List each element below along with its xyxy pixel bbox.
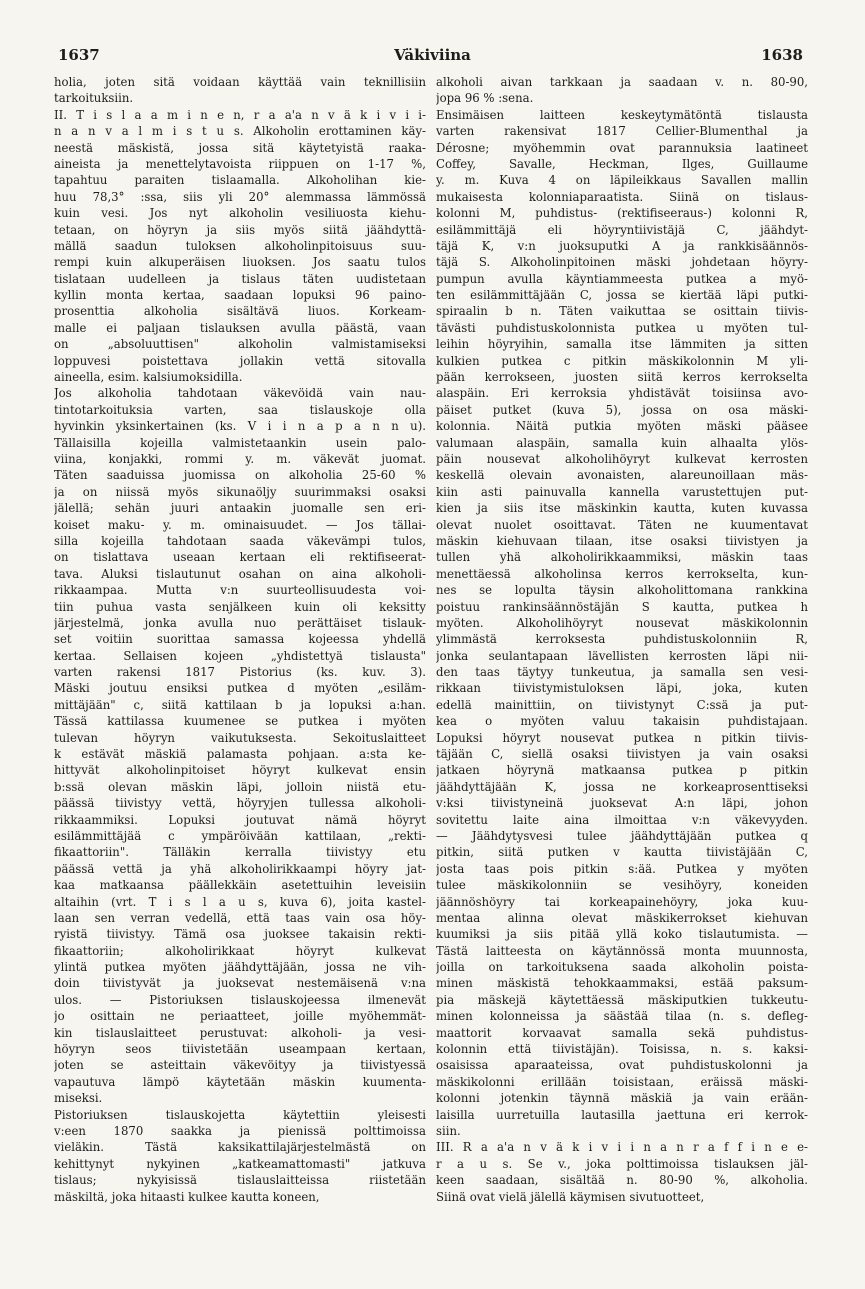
left-column-line: mällä saadun tuloksen alkoholinpitoisuus suu- bbox=[54, 238, 426, 253]
left-column-line: tava. Aluksi tislautunut osahan on aina alkoholi- bbox=[54, 566, 426, 581]
right-column-line: kiin asti painuvalla kannella varustettujen put- bbox=[436, 484, 808, 499]
left-column-line: k estävät mäskiä palamasta pohjaan. a:sta ke- bbox=[54, 747, 426, 762]
right-column-line: joilla on tarkoituksena saada alkoholin poista- bbox=[436, 960, 808, 975]
left-column-line: tarkoituksiin. bbox=[54, 91, 134, 106]
left-column-line: hittyvät alkoholinpitoiset höyryt kulkevat ensin bbox=[54, 763, 426, 778]
left-column-line: Mäski joutuu ensiksi putkea d myöten „esiläm- bbox=[54, 681, 426, 696]
right-column-line: päiset putket (kuva 5), jossa on osa mäski- bbox=[436, 402, 808, 417]
right-column-line: Coffey, Savalle, Heckman, Ilges, Guillaume bbox=[436, 156, 808, 171]
right-column-line: kolonni jotenkin täynnä mäskiä ja vain erään- bbox=[436, 1091, 808, 1106]
left-column-line: holia, joten sitä voidaan käyttää vain teknillisiin bbox=[54, 75, 426, 89]
left-column-line: on „absoluuttisen" alkoholin valmistamiseksi bbox=[54, 337, 426, 352]
right-column-line: varten rakensivat 1817 Cellier-Blumenthal ja bbox=[436, 124, 808, 139]
right-column-line: pitkin, siitä putken v kautta tiivistäjään C, bbox=[436, 845, 808, 860]
left-column-line: tiin puhua vasta senjälkeen kuin oli keksitty bbox=[54, 599, 426, 614]
left-column-line: aineista ja menettelytavoista riippuen on 1-17 %, bbox=[54, 156, 426, 171]
right-column-line: pia mäskejä käytettäessä mäskiputkien tukkeutu- bbox=[436, 992, 808, 1007]
left-column-line: altaihin (vrt. T i s l a u s, kuva 6), joita kastel- bbox=[54, 894, 426, 909]
right-column-line: täjä S. Alkoholinpitoinen mäski johdetaan höyry- bbox=[436, 255, 808, 270]
right-column-line: keen saadaan, sisältää n. 80-90 %, alkoholia. bbox=[436, 1173, 808, 1188]
left-column-line: järjestelmä, jonka avulla nuo perättäiset tislauk- bbox=[54, 615, 426, 630]
right-column-line: leihin höyryihin, samalla itse lämmiten ja sitten bbox=[436, 337, 808, 352]
left-column-line: aineella, esim. kalsiumoksidilla. bbox=[54, 370, 243, 385]
left-column-line: ylintä putkea myöten jäähdyttäjään, jossa ne vih- bbox=[54, 960, 426, 975]
right-column-line: olevat nuolet osoittavat. Täten ne kuumentavat bbox=[436, 517, 808, 532]
right-column-line: esilämmittäjä eli höyryntiivistäjä C, jäähdyt- bbox=[436, 222, 808, 237]
left-column-line: ryistä tiivistyy. Tämä osa juoksee takaisin rekti- bbox=[54, 927, 426, 942]
left-column-line: vapautuva lämpö käytetään mäskin kuumenta- bbox=[54, 1074, 426, 1089]
left-column-line: Pistoriuksen tislauskojetta käytettiin yleisesti bbox=[54, 1107, 426, 1122]
left-column-line: tislaus; nykyisissä tislauslaitteissa riistetään bbox=[54, 1173, 426, 1188]
right-column-line: keskellä olevain avonaisten, alareunoillaan mäs- bbox=[436, 468, 808, 483]
right-column-line: mentaa alinna olevat mäskikerrokset kiehuvan bbox=[436, 910, 808, 925]
left-column-line: neestä mäskistä, jossa sitä käytetyistä raaka- bbox=[54, 140, 426, 155]
left-column-line: v:een 1870 saakka ja pienissä polttimoissa bbox=[54, 1124, 426, 1138]
right-column-line: menettäessä alkoholinsa kerros kerrokselta, kun- bbox=[436, 566, 808, 581]
left-column-line: tulevan höyryn vaikutuksesta. Sekoituslaitteet bbox=[54, 730, 426, 745]
right-column-line: tullen yhä alkoholirikkaammiksi, mäskin taas bbox=[436, 550, 808, 565]
right-column-line: poistuu rankinsäännöstäjän S kautta, putkea h bbox=[436, 599, 808, 614]
right-column-line: alkoholi aivan tarkkaan ja saadaan v. n. 80-90, bbox=[436, 75, 808, 89]
left-column-line: tapahtuu paraiten tislaamalla. Alkoholihan kie- bbox=[54, 173, 426, 188]
right-text-column bbox=[436, 74, 808, 1264]
right-column-line: sovitettu laite aina ilmoittaa v:n väkevyyden. bbox=[436, 812, 808, 827]
right-column-line: josta taas pois pitkin s:ää. Putkea y myöten bbox=[436, 861, 808, 876]
left-column-line: kertaa. Sellaisen kojeen „yhdistettyä tislausta" bbox=[54, 648, 426, 663]
left-column-line: kin tislauslaitteet perustuvat: alkoholi- ja vesi- bbox=[54, 1025, 426, 1040]
left-column-line: rikkaampaa. Mutta v:n suurteollisuudesta voi- bbox=[54, 583, 426, 598]
left-column-line: II. T i s l a a m i n e n, r a a'a n v ä k i v i i- bbox=[54, 107, 426, 122]
left-column-line: laan sen verran vedellä, että taas vain osa höy- bbox=[54, 910, 426, 925]
right-column-line: mäskin kiehuvaan tilaan, itse osaksi tiivistyen ja bbox=[436, 533, 808, 548]
right-column-line: osaisissa aparaateissa, ovat puhdistuskolonni ja bbox=[436, 1058, 808, 1073]
left-column-line: b:ssä olevan mäskin läpi, jolloin niistä etu- bbox=[54, 779, 426, 794]
left-column-line: rikkaammiksi. Lopuksi joutuvat nämä höyryt bbox=[54, 812, 426, 827]
page-number-left: 1637 bbox=[58, 46, 100, 64]
left-column-line: ja on niissä myös sikunaöljy suurimmaksi osaksi bbox=[54, 484, 426, 499]
left-column-line: ulos. — Pistoriuksen tislauskojeessa ilmenevät bbox=[54, 992, 426, 1007]
left-column-line: doin tiivistyvät ja juoksevat nestemäisenä v:na bbox=[54, 976, 426, 991]
left-column-line: fikaattoriin; alkoholirikkaat höyryt kulkevat bbox=[54, 943, 426, 958]
left-column-line: jälellä; sehän juuri antaakin juomalle sen eri- bbox=[54, 501, 426, 516]
right-column-line: Tästä laitteesta on käytännössä monta muunnosta, bbox=[436, 943, 808, 958]
right-column-line: minen mäskistä tehokkaammaksi, estää paksum- bbox=[436, 976, 808, 991]
left-column-line: Tässä kattilassa kuumenee se putkea i myöten bbox=[54, 714, 426, 729]
right-column-line: mäskikolonni erillään toisistaan, eräissä mäski- bbox=[436, 1074, 808, 1089]
right-column-line: ten esilämmittäjään C, jossa se kiertää läpi putki- bbox=[436, 288, 808, 303]
right-column-line: jonka seulantapaan lävellisten kerrosten läpi nii- bbox=[436, 648, 808, 663]
left-column-line: silla kojeilla tahdotaan saada väkevämpi tulos, bbox=[54, 533, 426, 548]
left-column-line: joten se asteittain väkevöityy ja tiivistyessä bbox=[54, 1058, 426, 1073]
left-column-line: Tällaisilla kojeilla valmistetaankin usein palo- bbox=[54, 435, 426, 450]
right-column-line: jatkaen höyrynä matkaansa putkea p pitkin bbox=[436, 763, 808, 778]
right-column-line: pumpun avulla käyntiammeesta putkea a myö- bbox=[436, 271, 808, 286]
right-column-line: Lopuksi höyryt nousevat putkea n pitkin tiivis- bbox=[436, 730, 808, 745]
left-column-line: kaa matkaansa päällekkäin asetettuihin leveisiin bbox=[54, 878, 426, 893]
left-column-line: Jos alkoholia tahdotaan väkevöidä vain nau- bbox=[54, 386, 426, 401]
page-title: Väkiviina bbox=[394, 46, 471, 64]
right-column-line: y. m. Kuva 4 on läpileikkaus Savallen mallin bbox=[436, 173, 808, 188]
right-column-line: jäähdyttäjään K, jossa ne korkeaprosenttiseksi bbox=[436, 779, 808, 794]
right-column-line: spiraalin b n. Täten vaikuttaa se osittain tiivis- bbox=[436, 304, 808, 319]
right-column-line: mukaisesta kolonniaparaatista. Siinä on tislaus- bbox=[436, 189, 808, 204]
left-column-line: höyryn seos tiivistetään useampaan kertaan, bbox=[54, 1042, 426, 1057]
right-column-line: minen kolonneissa ja säästää tilaa (n. s. defleg- bbox=[436, 1009, 808, 1024]
right-column-line: kolonni M, puhdistus- (rektifiseeraus-) kolonni R, bbox=[436, 206, 808, 221]
left-column-line: kehittynyt nykyinen „katkeamattomasti" jatkuva bbox=[54, 1156, 426, 1171]
left-column-line: jo osittain ne periaatteet, joille myöhemmät- bbox=[54, 1009, 426, 1024]
right-column-line: kolonnin että tiivistäjän). Toisissa, n. s. kaksi- bbox=[436, 1042, 808, 1057]
left-column-line: päässä vettä ja yhä alkoholirikkaampi höyry jat- bbox=[54, 861, 426, 876]
right-column-line: jäännöshöyry tai korkeapainehöyry, joka kuu- bbox=[436, 894, 808, 909]
right-column-line: myöten. Alkoholihöyryt nousevat mäskikolonnin bbox=[436, 615, 808, 630]
right-column-line: jopa 96 % :sena. bbox=[436, 91, 534, 106]
right-column-line: täjä K, v:n juoksuputki A ja rankkisäännös- bbox=[436, 238, 808, 253]
left-column-line: set voitiin suorittaa samassa kojeessa yhdellä bbox=[54, 632, 426, 647]
right-column-line: kulkien putkea c pitkin mäskikolonnin M yli- bbox=[436, 353, 808, 368]
left-column-line: vieläkin. Tästä kaksikattilajärjestelmästä on bbox=[54, 1140, 426, 1155]
left-text-column bbox=[54, 74, 426, 1264]
left-column-line: viina, konjakki, rommi y. m. väkevät juomat. bbox=[54, 451, 426, 466]
right-column-line: päin nousevat alkoholihöyryt kulkevat kerrosten bbox=[436, 451, 808, 466]
right-column-line: tulee mäskikolonniin se vesihöyry, koneiden bbox=[436, 878, 808, 893]
right-column-line: valumaan alaspäin, samalla kuin alhaalta ylös- bbox=[436, 435, 808, 450]
right-column-line: Siinä ovat vielä jälellä käymisen sivutuotteet, bbox=[436, 1189, 705, 1204]
left-column-line: mäskiltä, joka hitaasti kulkee kautta koneen, bbox=[54, 1189, 320, 1204]
right-column-line: pään kerrokseen, juosten siitä kerros kerrokselta bbox=[436, 370, 808, 385]
left-column-line: prosenttia alkoholia sisältävä liuos. Korkeam- bbox=[54, 304, 426, 319]
right-column-line: siin. bbox=[436, 1124, 461, 1138]
left-column-line: varten rakensi 1817 Pistorius (ks. kuv. 3). bbox=[54, 665, 426, 680]
left-column-line: kyllin monta kertaa, saadaan lopuksi 96 paino- bbox=[54, 288, 426, 303]
left-column-line: n a n v a l m i s t u s. Alkoholin erottaminen käy- bbox=[54, 124, 426, 139]
right-column-line: täjään C, siellä osaksi tiivistyen ja vain osaksi bbox=[436, 747, 808, 762]
left-column-line: esilämmittäjää c ympäröivään kattilaan, „rekti- bbox=[54, 828, 426, 843]
right-column-line: rikkaan tiivistymistuloksen läpi, joka, kuten bbox=[436, 681, 808, 696]
right-column-line: Ensimäisen laitteen keskeytymätöntä tislausta bbox=[436, 107, 808, 122]
right-column-line: ylimmästä kerroksesta puhdistuskolonniin R, bbox=[436, 632, 808, 647]
left-column-line: mittäjään" c, siitä kattilaan b ja lopuksi a:han. bbox=[54, 697, 426, 712]
page-number-right: 1638 bbox=[761, 46, 803, 64]
right-column-line: r a u s. Se v., joka polttimoissa tislauksen jäl- bbox=[436, 1156, 808, 1171]
right-column-line: alaspäin. Eri kerroksia yhdistävät toisiinsa avo- bbox=[436, 386, 808, 401]
right-column-line: kien ja siis itse mäskinkin kautta, kuten kuvassa bbox=[436, 501, 808, 516]
left-column-line: hyvinkin yksinkertainen (ks. V i i n a p a n n u). bbox=[54, 419, 426, 434]
left-column-line: huu 78,3° :ssa, siis yli 20° alemmassa lämmössä bbox=[54, 189, 426, 204]
left-column-line: malle ei paljaan tislauksen avulla päästä, vaan bbox=[54, 320, 426, 335]
right-column-line: maattorit korvaavat samalla sekä puhdistus- bbox=[436, 1025, 808, 1040]
right-column-line: kuumiksi ja siis pitää yllä koko tislautumista. — bbox=[436, 927, 808, 942]
left-column-line: tislataan uudelleen ja tislaus täten uudistetaan bbox=[54, 271, 426, 286]
left-column-line: Täten saaduissa juomissa on alkoholia 25-60 % bbox=[54, 468, 426, 483]
right-column-line: — Jäähdytysvesi tulee jäähdyttäjään putkea q bbox=[436, 828, 808, 843]
left-column-line: miseksi. bbox=[54, 1091, 103, 1106]
right-column-line: Dérosne; myöhemmin ovat parannuksia laatineet bbox=[436, 140, 808, 155]
left-column-line: tetaan, on höyryn ja siis myös siitä jäähdyttä- bbox=[54, 222, 426, 237]
left-column-line: tintotarkoituksia varten, saa tislauskoje olla bbox=[54, 402, 426, 417]
right-column-line: nes se lopulta täysin alkoholittomana rankkina bbox=[436, 583, 808, 598]
right-column-line: III. R a a'a n v ä k i v i i n a n r a f f i n e e- bbox=[436, 1140, 808, 1155]
left-column-line: rempi kuin alkuperäisen liuoksen. Jos saatu tulos bbox=[54, 255, 426, 270]
right-column-line: edellä mainittiin, on tiivistynyt C:ssä ja put- bbox=[436, 697, 808, 712]
left-column-line: päässä tiivistyy vettä, höyryjen tullessa alkoholi- bbox=[54, 796, 426, 811]
left-column-line: on tislattava useaan kertaan eli rektifiseerat- bbox=[54, 550, 426, 565]
left-column-line: fikaattoriin". Tälläkin kerralla tiivistyy etu bbox=[54, 845, 426, 860]
left-column-line: loppuvesi poistettava jollakin vettä sitovalla bbox=[54, 353, 426, 368]
right-column-line: den taas täytyy tunkeutua, ja samalla sen vesi- bbox=[436, 665, 808, 680]
right-column-line: v:ksi tiivistyneinä juoksevat A:n läpi, johon bbox=[436, 796, 808, 811]
right-column-line: kolonnia. Näitä putkia myöten mäski pääsee bbox=[436, 419, 808, 434]
left-column-line: kuin vesi. Jos nyt alkoholin vesiliuosta kiehu- bbox=[54, 206, 426, 221]
left-column-line: koiset maku- y. m. ominaisuudet. — Jos tällai- bbox=[54, 517, 426, 532]
right-column-line: laisilla uurretuilla lautasilla jaettuna eri kerrok- bbox=[436, 1107, 808, 1122]
right-column-line: tävästi puhdistuskolonnista putkea u myöten tul- bbox=[436, 320, 808, 335]
right-column-line: kea o myöten valuu takaisin puhdistajaan. bbox=[436, 714, 808, 729]
